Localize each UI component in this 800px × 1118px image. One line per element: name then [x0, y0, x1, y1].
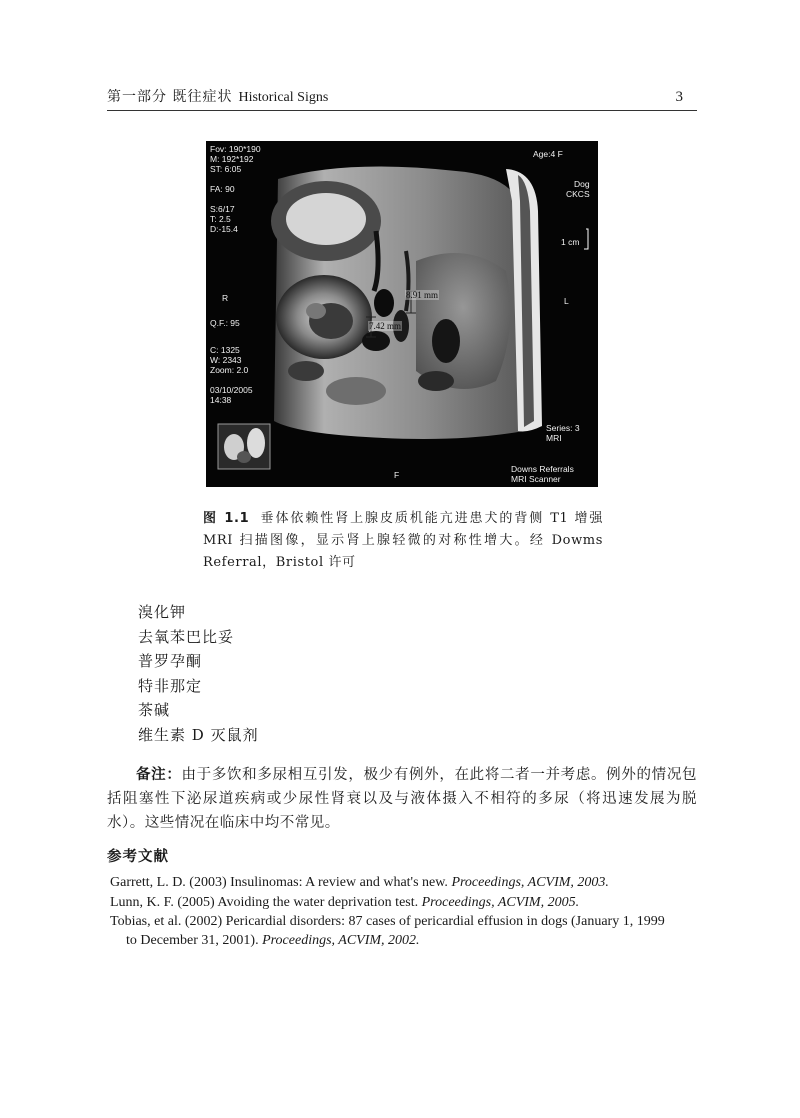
note-paragraph	[107, 763, 697, 835]
references-list	[110, 874, 670, 951]
mri-overlay-series: Series: 3 MRI	[546, 423, 580, 443]
figure-caption	[203, 508, 603, 574]
mri-overlay-qf: Q.F.: 95	[210, 318, 240, 328]
reference-item	[110, 913, 670, 950]
reference-source: Proceedings, ACVIM, 2003.	[451, 875, 609, 890]
section-title-en: Historical Signs	[238, 90, 329, 105]
reference-source: Proceedings, ACVIM, 2005.	[421, 894, 580, 910]
list-item: 普罗孕酮	[138, 652, 203, 670]
list-item: 溴化钾	[138, 603, 187, 621]
mri-scan-image	[206, 141, 598, 487]
mri-overlay-window: C: 1325 W: 2343 Zoom: 2.0 03/10/2005 14:38	[210, 345, 253, 405]
mri-overlay-left-marker: L	[564, 296, 569, 306]
mri-measurement-2: 7.42 mm	[369, 321, 402, 331]
page-number: 3	[675, 89, 683, 105]
reference-authors: Lunn, K. F. (2005) Avoiding the water deprivation test.	[110, 894, 422, 910]
section-title-zh: 第一部分 既往症状	[107, 89, 233, 105]
figure-caption-text: 垂体依赖性肾上腺皮质机能亢进患犬的背侧 T1 增强 MRI 扫描图像，显示肾上腺轻微的对称性增大。经 Dowms Referral，Bristol 许可	[203, 511, 603, 570]
mri-overlay-source: Downs Referrals MRI Scanner	[511, 464, 574, 484]
reference-source: Proceedings, ACVIM, 2002.	[262, 932, 420, 948]
mri-figure	[206, 141, 598, 487]
mri-overlay-foot-marker: F	[394, 470, 400, 480]
drug-list	[138, 600, 259, 747]
note-text: 由于多饮和多尿相互引发，极少有例外，在此将二者一并考虑。例外的情况包括阻塞性下泌尿道疾病或少尿性肾衰以及与液体摄入不相符的多尿（将迅速发展为脱水）。这些情况在临床中均不常见。	[107, 767, 697, 831]
references-heading: 参考文献	[107, 849, 169, 865]
mri-overlay-age: Age:4 F	[533, 149, 563, 159]
list-item: 去氧苯巴比妥	[138, 627, 235, 646]
list-item: 特非那定	[138, 676, 203, 695]
reference-authors: Tobias, et al. (2002) Pericardial disorders: 87 cases of pericardial effusion in dogs (January 1, 1999 to December 31, 2001).	[110, 914, 665, 948]
list-item: 维生素 D 灭鼠剂	[138, 725, 259, 744]
reference-authors: Garrett, L. D. (2003) Insulinomas: A review and what's new.	[110, 875, 452, 890]
reference-item	[110, 874, 670, 893]
note-label: 备注：	[136, 767, 182, 783]
header-rule	[107, 110, 697, 111]
mri-overlay-scale: 1 cm	[561, 237, 580, 247]
section-title	[107, 86, 328, 109]
mri-overlay-right-marker: R	[222, 293, 229, 303]
reference-item	[110, 894, 670, 913]
mri-overlay-species: Dog CKCS	[566, 179, 590, 199]
list-item: 茶碱	[138, 701, 171, 719]
figure-label: 图 1.1	[203, 511, 250, 526]
running-header	[107, 86, 697, 108]
mri-overlay-parameters: Fov: 190*190 M: 192*192 ST: 6:05 FA: 90 S:6/17 T: 2.5 D:-15.4	[210, 144, 261, 234]
mri-measurement-1: 8.91 mm	[406, 290, 439, 300]
